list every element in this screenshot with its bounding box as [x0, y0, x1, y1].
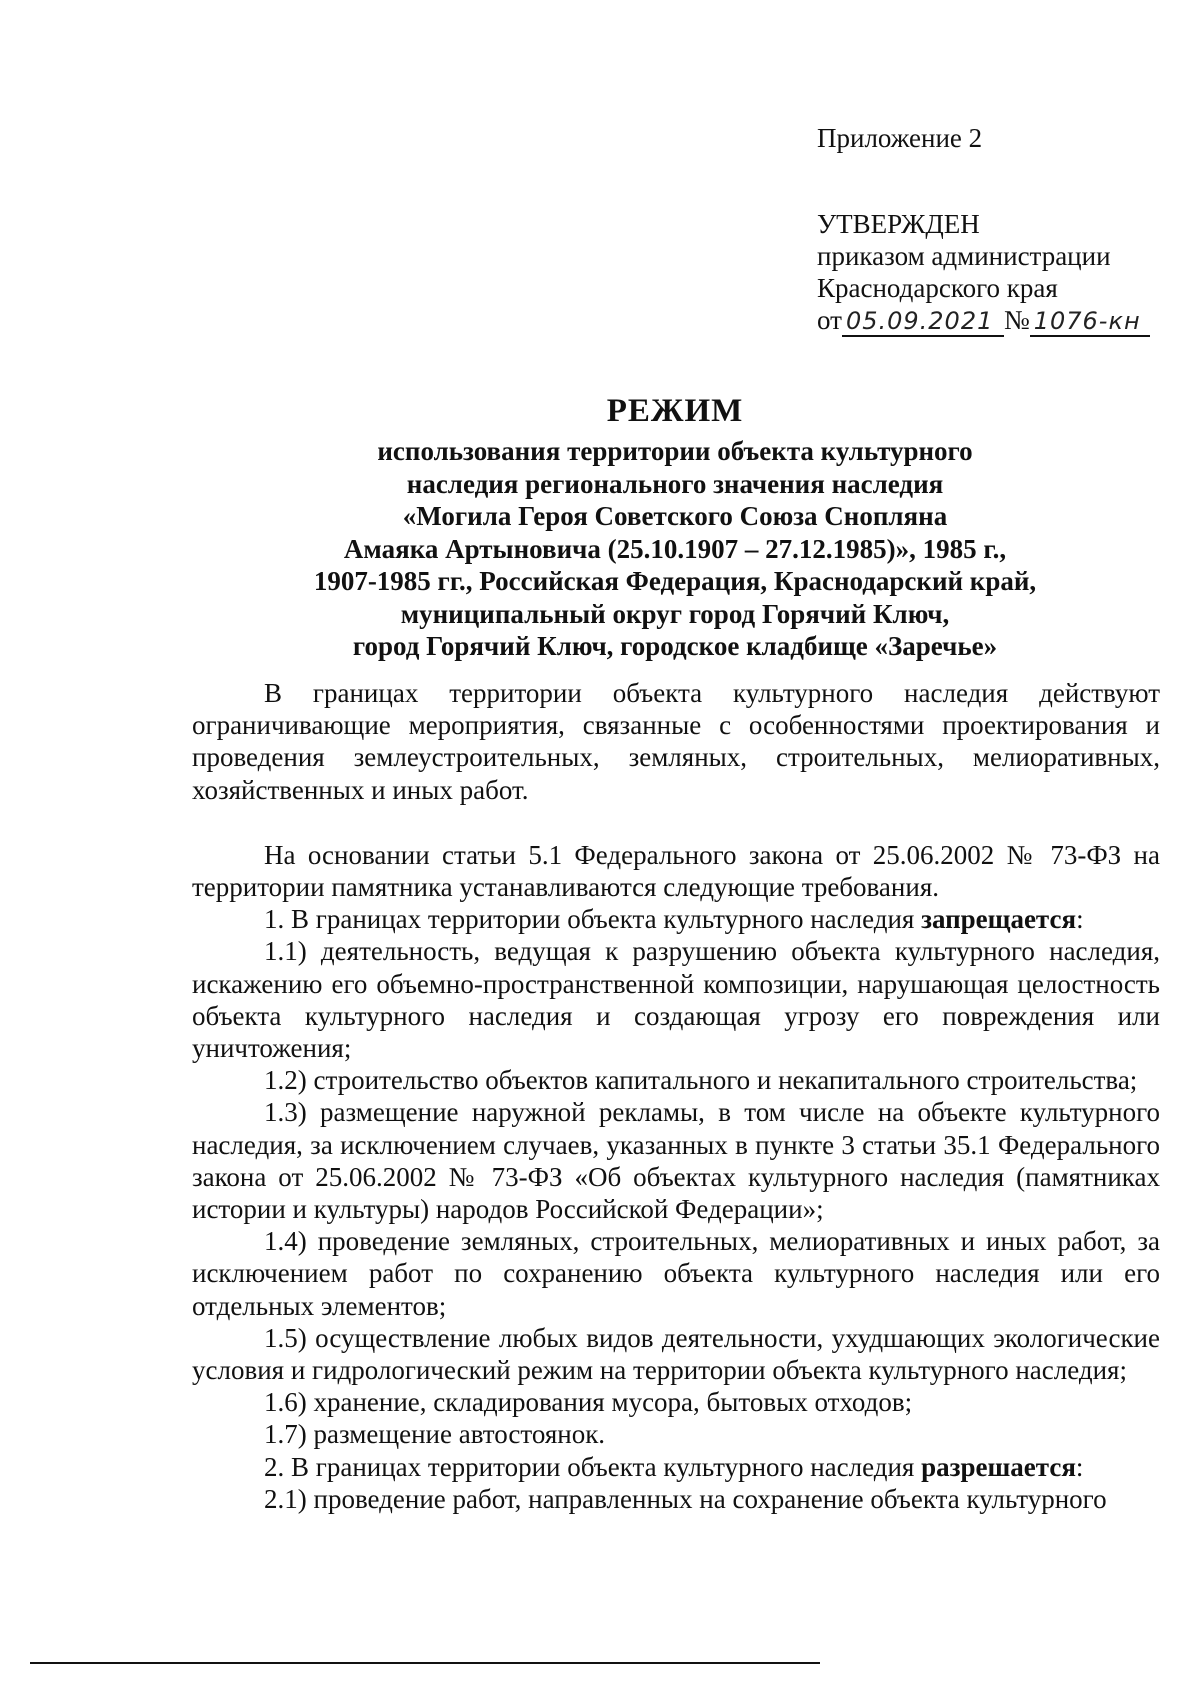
prohibited-keyword: запрещается [921, 904, 1077, 935]
title-line: Амаяка Артыновича (25.10.1907 – 27.12.1985)», 1985 г., [343, 533, 1007, 564]
section-2-heading [192, 1451, 1160, 1483]
list-item: 1.2) строительство объектов капитального и некапитального строительства; [264, 1065, 1138, 1096]
appendix-label: Приложение 2 [817, 123, 983, 153]
intro-paragraph: В границах территории объекта культурного наследия действуют ограничивающие мероприятия, связанные с особенностями проектирования и проведения землеустроительных, земляных, строительных, мелиоративных, хозяйственных и иных работ. [192, 678, 1160, 805]
list-item: 1.6) хранение, складирования мусора, бытовых отходов; [264, 1387, 913, 1418]
section-1-suffix: : [1076, 904, 1084, 935]
title-line: «Могила Героя Советского Союза Снопляна [402, 501, 948, 531]
list-item: 1.7) размещение автостоянок. [264, 1419, 606, 1450]
list-item: 1.1) деятельность, ведущая к разрушению объекта культурного наследия, искажению его объемно-пространственной композиции, нарушающая целостность объекта культурного наследия и создающая угрозу его повреждения или уничтожения; [192, 936, 1160, 1064]
section-1-prefix: 1. В границах территории объекта культурного наследия [264, 904, 922, 935]
title-line: наследия регионального значения наследия [406, 468, 944, 499]
section-1-heading [192, 903, 1160, 935]
basis-paragraph: На основании статьи 5.1 Федерального закона от 25.06.2002 № 73-ФЗ на территории памятника устанавливаются следующие требования. [192, 839, 1160, 903]
date-prefix: от [817, 305, 842, 335]
approved-label: УТВЕРЖДЕН [817, 209, 980, 239]
section-2-suffix: : [1075, 1451, 1084, 1482]
handwritten-number: 1076-кн [1030, 307, 1150, 337]
title-line: 1907-1985 гг., Российская Федерация, Краснодарский край, [313, 566, 1037, 596]
title-heading: РЕЖИМ [606, 393, 744, 429]
list-item: 1.4) проведение земляных, строительных, мелиоративных и иных работ, за исключением работ по сохранению объекта культурного наследия или его отдельных элементов; [192, 1226, 1160, 1321]
title-line: город Горячий Ключ, городское кладбище «Заречье» [352, 631, 998, 661]
list-item: 1.3) размещение наружной рекламы, в том числе на объекте культурного наследия, за исключением случаев, указанных в пункте 3 статьи 35.1 Федерального закона от 25.06.2002 № 73-ФЗ «Об объектах культурного наследия (памятниках истории и культуры) народов Российской Федерации»; [192, 1097, 1160, 1225]
list-item: 1.5) осуществление любых видов деятельности, ухудшающих экологические условия и гидрологический режим на территории объекта культурного наследия; [192, 1322, 1160, 1386]
approval-date-line [817, 304, 1167, 337]
approval-line-1: приказом администрации [817, 241, 1111, 271]
document-title [190, 391, 1160, 663]
approval-stamp [817, 122, 1167, 337]
document-body [192, 677, 1160, 1515]
allowed-keyword: разрешается [921, 1451, 1076, 1482]
title-line: использования территории объекта культурного [377, 436, 973, 466]
number-sign: № [1003, 305, 1030, 335]
list-item: 2.1) проведение работ, направленных на сохранение объекта культурного [264, 1483, 1107, 1514]
handwritten-date: 05.09.2021 [842, 307, 1004, 337]
title-line: муниципальный округ город Горячий Ключ, [400, 598, 950, 629]
section-2-prefix: 2. В границах территории объекта культурного наследия [264, 1451, 922, 1482]
approval-line-2: Краснодарского края [817, 273, 1058, 303]
footer-divider [30, 1662, 820, 1664]
